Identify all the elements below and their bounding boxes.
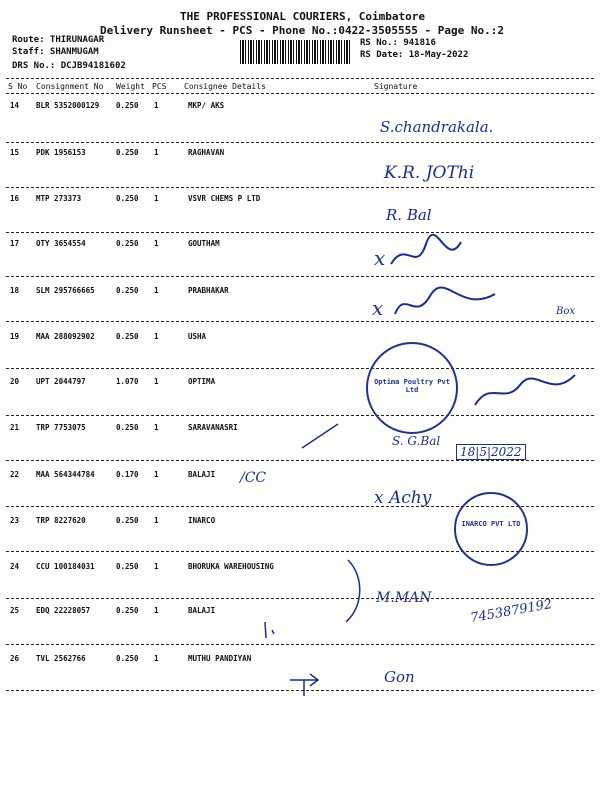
row-divider: [6, 368, 594, 369]
row-divider: [6, 460, 594, 461]
row-divider: [6, 598, 594, 599]
row-pcs: 1: [154, 654, 159, 663]
staff-label: Staff: SHANMUGAM: [12, 47, 99, 57]
row-consignee: BHORUKA WAREHOUSING: [188, 562, 274, 571]
row-weight: 0.250: [116, 286, 139, 295]
signature-17-scribble: [386, 234, 466, 274]
row-consignee: PRABHAKAR: [188, 286, 229, 295]
row-sno: 26: [10, 654, 20, 663]
signature-18: x: [372, 296, 384, 320]
box-note: Box: [556, 306, 576, 317]
row-pcs: 1: [154, 194, 159, 203]
signature-18-scribble: [390, 284, 500, 324]
signature-25b: 7453879192: [469, 596, 554, 627]
signature-26: Gon: [384, 668, 415, 686]
signature-22: x Achy: [374, 488, 432, 508]
drs-number: DRS No.: DCJB94181602: [12, 61, 126, 71]
row-sno: 14: [10, 101, 20, 110]
row-weight: 0.250: [116, 654, 139, 663]
rs-number: RS No.: 941816: [360, 38, 436, 48]
arrow-mark: [286, 670, 326, 700]
tick-mark: [300, 420, 340, 450]
row-consignment: OTY 3654554: [36, 239, 86, 248]
col-consignment: Consignment No: [36, 82, 104, 91]
row-consignment: UPT 2044797: [36, 377, 86, 386]
row-consignee: MUTHU PANDIYAN: [188, 654, 252, 663]
row-sno: 19: [10, 332, 20, 341]
row-divider: [6, 644, 594, 645]
row-consignee: OPTIMA: [188, 377, 216, 386]
inarco-stamp-text: INARCO PVT LTD: [461, 520, 521, 528]
row-pcs: 1: [154, 516, 159, 525]
row-divider: [6, 276, 594, 277]
row-divider: [6, 142, 594, 143]
row-weight: 1.070: [116, 377, 139, 386]
row-consignment: TRP 7753075: [36, 423, 86, 432]
row-pcs: 1: [154, 286, 159, 295]
row-consignee: USHA: [188, 332, 207, 341]
signature-14: S.chandrakala.: [380, 118, 494, 136]
row-pcs: 1: [154, 606, 159, 615]
col-weight: Weight: [116, 82, 145, 91]
row-weight: 0.250: [116, 148, 139, 157]
row-sno: 25: [10, 606, 20, 615]
row-pcs: 1: [154, 332, 159, 341]
row-sno: 16: [10, 194, 20, 203]
row-consignment: TVL 2562766: [36, 654, 86, 663]
row-consignment: MTP 273373: [36, 194, 82, 203]
row-sno: 15: [10, 148, 20, 157]
row-sno: 24: [10, 562, 20, 571]
row-weight: 0.250: [116, 332, 139, 341]
row-divider: [6, 415, 594, 416]
note-22: /CC: [240, 470, 267, 486]
row-consignment: EDQ 22228057: [36, 606, 91, 615]
runsheet-subtitle: Delivery Runsheet - PCS - Phone No.:0422-3505555 - Page No.:2: [100, 24, 504, 37]
row-weight: 0.250: [116, 194, 139, 203]
signature-20-scribble: [470, 370, 580, 410]
row-weight: 0.250: [116, 606, 139, 615]
row-pcs: 1: [154, 239, 159, 248]
row-weight: 0.250: [116, 516, 139, 525]
row-pcs: 1: [154, 562, 159, 571]
col-signature: Signature: [374, 82, 418, 91]
rs-date: RS Date: 18-May-2022: [360, 50, 469, 60]
row-sno: 21: [10, 423, 20, 432]
date-21: 18|5|2022: [456, 444, 526, 460]
row-weight: 0.250: [116, 101, 139, 110]
row-sno: 22: [10, 470, 20, 479]
row-sno: 18: [10, 286, 20, 295]
row-consignment: MAA 564344784: [36, 470, 95, 479]
company-title: THE PROFESSIONAL COURIERS, Coimbatore: [180, 10, 426, 23]
row-consignment: TRP 8227620: [36, 516, 86, 525]
row-weight: 0.250: [116, 562, 139, 571]
row-weight: 0.250: [116, 239, 139, 248]
row-consignment: BLR 5352000129: [36, 101, 100, 110]
row-consignee: BALAJI: [188, 470, 216, 479]
col-sno: S No: [8, 82, 28, 91]
row-consignment: CCU 100184031: [36, 562, 95, 571]
row-divider: [6, 232, 594, 233]
optima-stamp-text: Optima Poultry Pvt Ltd: [374, 378, 450, 394]
row-pcs: 1: [154, 148, 159, 157]
row-sno: 17: [10, 239, 20, 248]
row-pcs: 1: [154, 470, 159, 479]
pen-mark: [262, 620, 278, 640]
row-pcs: 1: [154, 101, 159, 110]
inarco-stamp: [454, 492, 528, 566]
optima-stamp: [366, 342, 458, 434]
row-consignment: PDK 1956153: [36, 148, 86, 157]
row-consignee: GOUTHAM: [188, 239, 220, 248]
row-consignee: BALAJI: [188, 606, 216, 615]
row-divider: [6, 321, 594, 322]
signature-15: K.R. JOThi: [384, 163, 475, 183]
row-sno: 23: [10, 516, 20, 525]
col-pcs: PCS: [152, 82, 167, 91]
row-consignee: MKP/ AKS: [188, 101, 225, 110]
row-consignee: VSVR CHEMS P LTD: [188, 194, 261, 203]
route-label: Route: THIRUNAGAR: [12, 35, 105, 45]
row-weight: 0.250: [116, 423, 139, 432]
signature-21: S. G.Bal: [392, 434, 441, 448]
signature-25a: M.MAN: [376, 590, 432, 606]
row-sno: 20: [10, 377, 20, 386]
row-consignment: MAA 288092902: [36, 332, 95, 341]
signature-16: R. Bal: [386, 206, 432, 224]
row-weight: 0.170: [116, 470, 139, 479]
row-divider: [6, 187, 594, 188]
header-rule-top: [6, 78, 594, 79]
row-consignee: RAGHAVAN: [188, 148, 225, 157]
row-consignee: INARCO: [188, 516, 216, 525]
col-consignee: Consignee Details: [184, 82, 266, 91]
row-pcs: 1: [154, 377, 159, 386]
signature-17: x: [374, 246, 386, 270]
row-consignment: SLM 295766665: [36, 286, 95, 295]
header-rule-bottom: [6, 93, 594, 94]
bracket-mark: [340, 556, 370, 626]
row-consignee: SARAVANASRI: [188, 423, 238, 432]
row-pcs: 1: [154, 423, 159, 432]
barcode: [240, 40, 350, 64]
